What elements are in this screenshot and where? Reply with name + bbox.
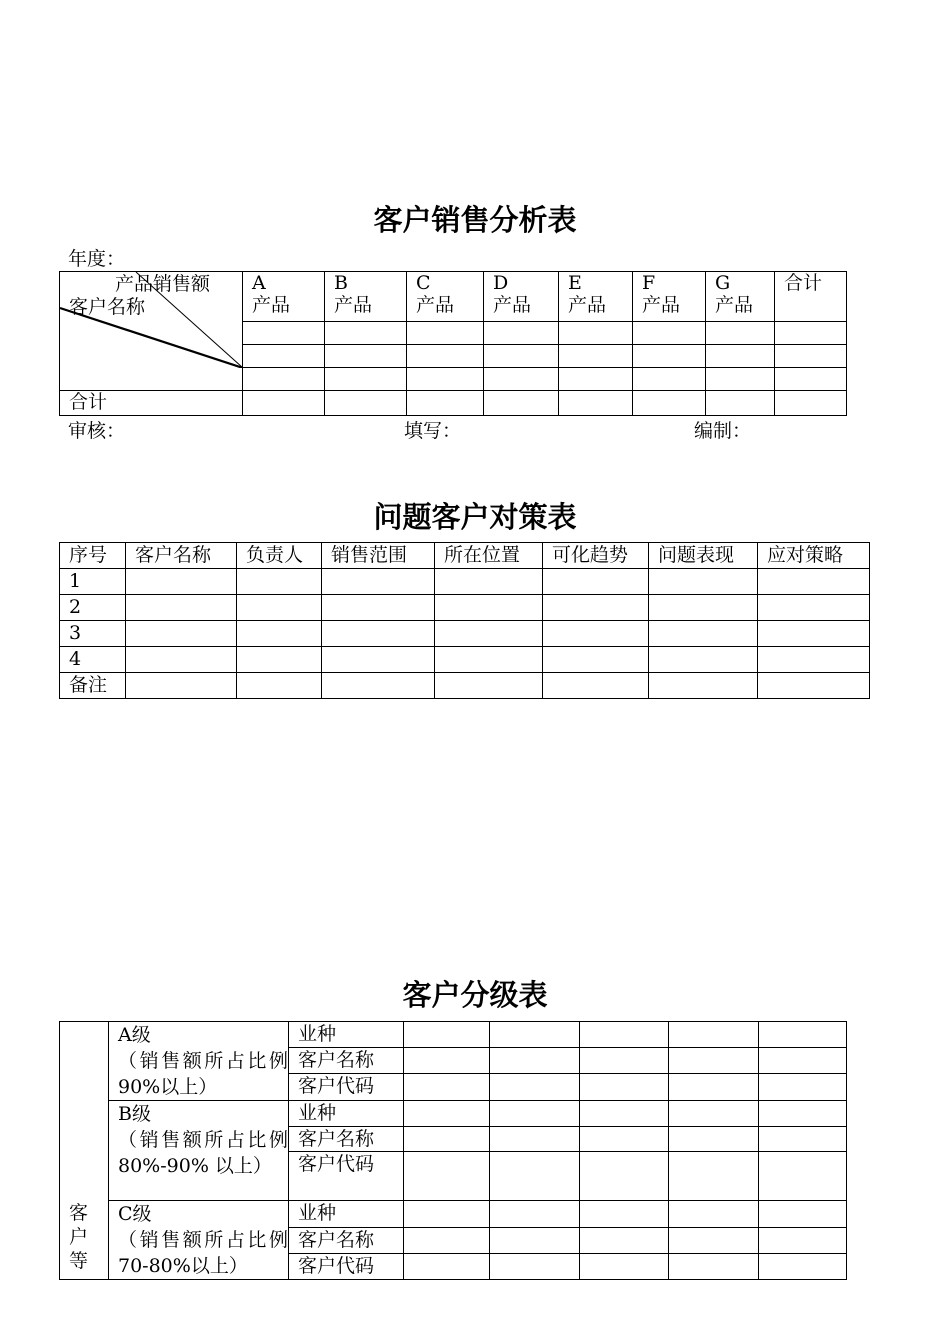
data-cell[interactable] — [126, 673, 237, 699]
filler-label: 填写： — [404, 420, 462, 442]
data-cell[interactable] — [759, 1022, 847, 1048]
data-cell[interactable] — [126, 569, 237, 595]
data-cell[interactable] — [322, 595, 435, 621]
data-cell[interactable] — [758, 595, 870, 621]
data-cell[interactable] — [484, 322, 559, 345]
data-cell[interactable] — [669, 1127, 759, 1152]
data-cell[interactable] — [580, 1254, 669, 1280]
data-cell[interactable] — [322, 673, 435, 699]
data-cell[interactable] — [407, 368, 484, 391]
problem-table-title: 问题客户对策表 — [373, 500, 577, 534]
corner-label-customer-name: 客户名称 — [69, 296, 146, 318]
data-cell[interactable] — [543, 569, 649, 595]
data-cell[interactable] — [633, 345, 706, 368]
data-cell[interactable] — [322, 569, 435, 595]
data-cell[interactable] — [669, 1201, 759, 1228]
data-cell[interactable] — [237, 595, 322, 621]
data-cell[interactable] — [669, 1101, 759, 1127]
data-cell[interactable] — [543, 647, 649, 673]
data-cell[interactable] — [580, 1127, 669, 1152]
data-cell[interactable] — [404, 1201, 490, 1228]
data-cell[interactable] — [404, 1254, 490, 1280]
product-header-e: E 产品 — [559, 272, 633, 322]
total-column-header: 合计 — [775, 272, 847, 322]
table-row — [60, 621, 870, 647]
data-cell[interactable] — [490, 1073, 580, 1100]
sales-analysis-table — [59, 271, 847, 416]
field-industry: 业种 — [289, 1201, 404, 1228]
tier-a-cell — [109, 1022, 289, 1101]
data-cell[interactable] — [237, 647, 322, 673]
customer-grade-table — [59, 1021, 847, 1280]
data-cell[interactable] — [669, 1047, 759, 1073]
product-header-d: D 产品 — [484, 272, 559, 322]
data-cell[interactable] — [759, 1073, 847, 1100]
data-cell[interactable] — [759, 1152, 847, 1201]
data-cell[interactable] — [490, 1022, 580, 1048]
data-cell[interactable] — [759, 1228, 847, 1254]
data-cell[interactable] — [237, 673, 322, 699]
diagonal-header-cell — [60, 272, 243, 391]
corner-label-product-sales: 产品销售额 — [115, 273, 211, 295]
data-cell[interactable] — [633, 322, 706, 345]
compiler-label: 编制： — [694, 420, 752, 442]
data-cell[interactable] — [404, 1127, 490, 1152]
header-strategy: 应对策略 — [758, 543, 870, 569]
data-cell[interactable] — [322, 621, 435, 647]
data-cell[interactable] — [759, 1201, 847, 1228]
data-cell[interactable] — [490, 1228, 580, 1254]
data-cell[interactable] — [649, 595, 758, 621]
product-header-g: G 产品 — [706, 272, 775, 322]
field-industry: 业种 — [289, 1101, 404, 1127]
data-cell[interactable] — [484, 391, 559, 416]
product-header-a: A 产品 — [243, 272, 325, 322]
data-cell[interactable] — [237, 621, 322, 647]
data-cell[interactable] — [759, 1254, 847, 1280]
data-cell[interactable] — [758, 673, 870, 699]
data-cell[interactable] — [325, 391, 407, 416]
data-cell[interactable] — [580, 1152, 669, 1201]
data-cell[interactable] — [580, 1101, 669, 1127]
data-cell[interactable] — [543, 621, 649, 647]
tier-c-cell — [109, 1201, 289, 1280]
data-cell[interactable] — [404, 1047, 490, 1073]
sales-table-title: 客户销售分析表 — [373, 203, 577, 237]
data-cell[interactable] — [649, 621, 758, 647]
data-cell[interactable] — [490, 1127, 580, 1152]
data-cell[interactable] — [243, 391, 325, 416]
data-cell[interactable] — [759, 1127, 847, 1152]
data-cell[interactable] — [775, 391, 847, 416]
field-customer-name: 客户名称 — [289, 1228, 404, 1254]
row-number: 2 — [60, 595, 126, 621]
table-row — [60, 647, 870, 673]
data-cell[interactable] — [435, 621, 543, 647]
table-row — [60, 569, 870, 595]
header-trend: 可化趋势 — [543, 543, 649, 569]
data-cell[interactable] — [435, 673, 543, 699]
field-customer-name: 客户名称 — [289, 1127, 404, 1152]
data-cell[interactable] — [758, 647, 870, 673]
data-cell[interactable] — [706, 368, 775, 391]
data-cell[interactable] — [490, 1254, 580, 1280]
data-cell[interactable] — [775, 322, 847, 345]
data-cell[interactable] — [649, 647, 758, 673]
data-cell[interactable] — [490, 1152, 580, 1201]
data-cell[interactable] — [559, 322, 633, 345]
grade-table-title: 客户分级表 — [402, 978, 548, 1012]
data-cell[interactable] — [243, 368, 325, 391]
header-sales-scope: 销售范围 — [322, 543, 435, 569]
product-header-c: C 产品 — [407, 272, 484, 322]
data-cell[interactable] — [706, 322, 775, 345]
reviewer-label: 审核： — [68, 420, 126, 442]
data-cell[interactable] — [404, 1228, 490, 1254]
field-industry: 业种 — [289, 1022, 404, 1048]
header-customer-name: 客户名称 — [126, 543, 237, 569]
field-customer-code: 客户代码 — [289, 1254, 404, 1280]
field-customer-code: 客户代码 — [289, 1152, 404, 1201]
row-number: 1 — [60, 569, 126, 595]
data-cell[interactable] — [758, 621, 870, 647]
data-cell[interactable] — [435, 595, 543, 621]
data-cell[interactable] — [580, 1047, 669, 1073]
data-cell[interactable] — [758, 569, 870, 595]
data-cell[interactable] — [490, 1047, 580, 1073]
data-cell[interactable] — [706, 391, 775, 416]
data-cell[interactable] — [775, 345, 847, 368]
tier-b-name: B级 — [118, 1103, 151, 1125]
data-cell[interactable] — [580, 1073, 669, 1100]
tier-b-cell — [109, 1101, 289, 1201]
data-cell[interactable] — [543, 595, 649, 621]
data-cell[interactable] — [407, 322, 484, 345]
field-customer-name: 客户名称 — [289, 1047, 404, 1073]
data-cell[interactable] — [633, 391, 706, 416]
data-cell[interactable] — [435, 569, 543, 595]
product-header-b: B 产品 — [325, 272, 407, 322]
data-cell[interactable] — [404, 1073, 490, 1100]
tier-c-desc: （销售额所占比例 70-80%以上） — [118, 1229, 288, 1277]
data-cell[interactable] — [237, 569, 322, 595]
data-cell[interactable] — [126, 647, 237, 673]
data-cell[interactable] — [669, 1152, 759, 1201]
data-cell[interactable] — [559, 391, 633, 416]
row-number: 4 — [60, 647, 126, 673]
data-cell[interactable] — [759, 1047, 847, 1073]
total-row — [60, 391, 847, 416]
tier-a-name: A级 — [118, 1024, 151, 1046]
tier-a-desc: （销售额所占比例 90%以上） — [118, 1050, 288, 1098]
table-row — [60, 595, 870, 621]
data-cell[interactable] — [404, 1101, 490, 1127]
data-cell[interactable] — [435, 647, 543, 673]
data-cell[interactable] — [669, 1022, 759, 1048]
data-cell[interactable] — [484, 368, 559, 391]
problem-customer-table — [59, 542, 870, 699]
data-cell[interactable] — [649, 569, 758, 595]
header-owner: 负责人 — [237, 543, 322, 569]
year-label: 年度： — [68, 248, 126, 270]
data-cell[interactable] — [580, 1201, 669, 1228]
data-cell[interactable] — [322, 647, 435, 673]
tier-b-desc: （销售额所占比例 80%-90% 以上） — [118, 1129, 288, 1177]
data-cell[interactable] — [484, 345, 559, 368]
product-header-f: F 产品 — [633, 272, 706, 322]
data-cell[interactable] — [325, 322, 407, 345]
data-cell[interactable] — [649, 673, 758, 699]
total-row-label: 合计 — [60, 391, 243, 416]
data-cell[interactable] — [490, 1201, 580, 1228]
data-cell[interactable] — [669, 1073, 759, 1100]
remark-row — [60, 673, 870, 699]
field-customer-code: 客户代码 — [289, 1073, 404, 1100]
header-problem: 问题表现 — [649, 543, 758, 569]
data-cell[interactable] — [407, 391, 484, 416]
header-seq: 序号 — [60, 543, 126, 569]
data-cell[interactable] — [126, 621, 237, 647]
data-cell[interactable] — [407, 345, 484, 368]
data-cell[interactable] — [490, 1101, 580, 1127]
data-cell[interactable] — [580, 1228, 669, 1254]
data-cell[interactable] — [669, 1254, 759, 1280]
data-cell[interactable] — [543, 673, 649, 699]
remark-label: 备注 — [60, 673, 126, 699]
header-location: 所在位置 — [435, 543, 543, 569]
data-cell[interactable] — [243, 322, 325, 345]
row-number: 3 — [60, 621, 126, 647]
data-cell[interactable] — [243, 345, 325, 368]
data-cell[interactable] — [404, 1022, 490, 1048]
side-label-cell — [60, 1022, 109, 1280]
data-cell[interactable] — [669, 1228, 759, 1254]
tier-c-name: C级 — [118, 1203, 152, 1225]
header-row — [60, 543, 870, 569]
data-cell[interactable] — [126, 595, 237, 621]
data-cell[interactable] — [325, 345, 407, 368]
data-cell[interactable] — [580, 1022, 669, 1048]
side-label: 客户等 — [69, 1202, 89, 1272]
data-cell[interactable] — [559, 368, 633, 391]
data-cell[interactable] — [633, 368, 706, 391]
data-cell[interactable] — [759, 1101, 847, 1127]
data-cell[interactable] — [559, 345, 633, 368]
data-cell[interactable] — [404, 1152, 490, 1201]
data-cell[interactable] — [775, 368, 847, 391]
data-cell[interactable] — [706, 345, 775, 368]
data-cell[interactable] — [325, 368, 407, 391]
